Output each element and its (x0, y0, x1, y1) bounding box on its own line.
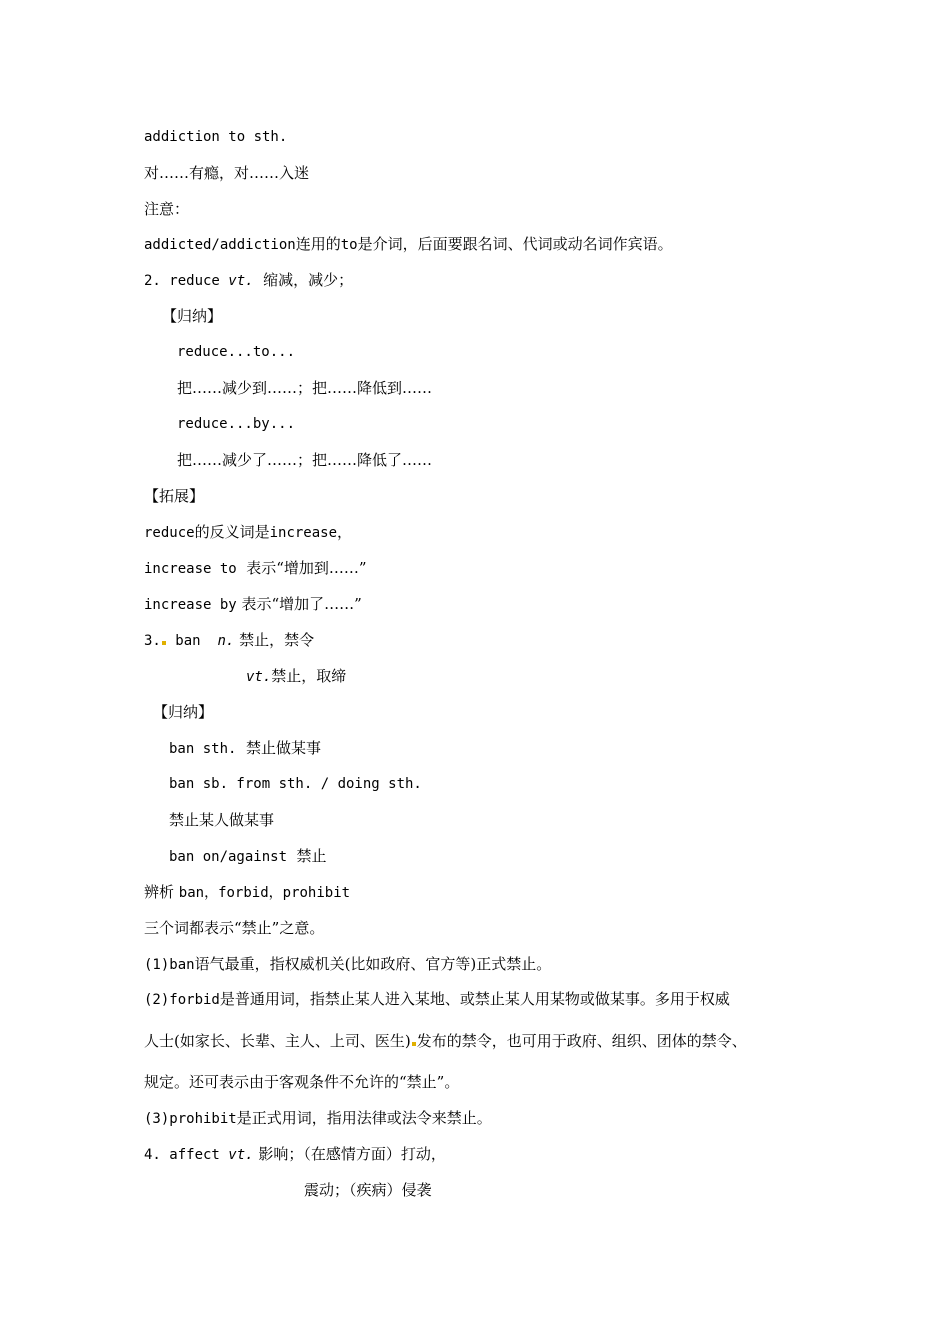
ban-on-meaning: 禁止 (287, 847, 327, 865)
antonym-line (144, 522, 352, 543)
addiction-phrase: addiction to sth. (144, 129, 288, 145)
point-2-term: (2)forbid (144, 992, 220, 1008)
point-2-text: 是普通用词，指禁止某人进入某地、或禁止某人用某物或做某事。多用于权威 (219, 990, 730, 1008)
ban-on-phrase: ban on/against (169, 849, 288, 865)
item-3-heading (144, 630, 314, 651)
ban-sth-phrase: ban sth. (169, 741, 237, 757)
highlight-mark (162, 641, 166, 645)
comparison-point-2 (144, 989, 730, 1010)
comparison-point-2-end: 规定。还可表示由于客观条件不允许的“禁止”。 (144, 1073, 460, 1091)
ban-sb-meaning: 禁止某人做某事 (169, 811, 275, 829)
increase-to-line (144, 558, 367, 579)
item-3-number: 3. (144, 633, 161, 649)
point-2-cont-a: 人士(如家长、长辈、主人、上司、医生) (144, 1032, 411, 1050)
ban-sth-line (169, 738, 321, 759)
note-heading: 注意： (144, 200, 190, 218)
item-2-heading (144, 270, 353, 291)
comparison-point-2-cont (144, 1031, 747, 1051)
note-text-part: 连用的 (295, 235, 341, 253)
increase-to-meaning: 表示“增加到……” (236, 559, 367, 577)
note-term: addicted/addiction (144, 237, 296, 253)
antonym-increase: increase (269, 525, 338, 541)
extension-heading: 【拓展】 (144, 487, 205, 505)
addiction-meaning: 对……有瘾，对……入迷 (144, 164, 310, 182)
summary-heading-1: 【归纳】 (162, 307, 223, 325)
item-3-pos-noun: n. (217, 633, 235, 649)
comparison-heading (144, 882, 350, 903)
item-4-pos: vt. (228, 1147, 254, 1163)
item-4-meaning: 影响；（在感情方面）打动， (253, 1145, 446, 1163)
increase-by-phrase: increase by (144, 597, 237, 613)
item-3-word: ban (166, 633, 218, 649)
item-4-heading (144, 1144, 446, 1165)
item-2-word: 2. reduce (144, 273, 229, 289)
comparison-intro: 三个词都表示“禁止”之意。 (144, 919, 325, 937)
item-3-noun-meaning: 禁止，禁令 (234, 631, 315, 649)
reduce-by-meaning: 把……减少了……；把……降低了…… (177, 451, 433, 469)
point-2-cont-b: 发布的禁令，也可用于政府、组织、团体的禁令、 (416, 1032, 747, 1050)
ban-on-line (169, 846, 327, 867)
comparison-words: ban，forbid，prohibit (178, 885, 351, 901)
increase-by-line (144, 594, 362, 615)
antonym-comma: ， (337, 523, 353, 541)
point-3-term: (3)prohibit (144, 1111, 237, 1127)
ban-sb-phrase: ban sb. from sth. / doing sth. (169, 776, 422, 792)
point-1-text: 语气最重，指权威机关(比如政府、官方等)正式禁止。 (194, 955, 552, 973)
antonym-reduce: reduce (144, 525, 195, 541)
item-4-meaning-cont: 震动；（疾病）侵袭 (304, 1181, 432, 1199)
item-3-verb-meaning: 禁止，取缔 (271, 667, 347, 685)
summary-heading-2: 【归纳】 (153, 703, 214, 721)
comparison-point-1 (144, 954, 551, 975)
item-3-verb-line (246, 666, 346, 687)
reduce-to-phrase: reduce...to... (177, 344, 296, 360)
item-2-meaning: 缩减，减少； (253, 271, 354, 289)
item-2-pos: vt. (228, 273, 254, 289)
note-text-rest: 是介词，后面要跟名词、代词或动名词作宾语。 (357, 235, 673, 253)
reduce-to-meaning: 把……减少到……；把……降低到…… (177, 379, 433, 397)
comparison-point-3 (144, 1108, 492, 1129)
point-3-text: 是正式用词，指用法律或法令来禁止。 (236, 1109, 492, 1127)
reduce-by-phrase: reduce...by... (177, 416, 296, 432)
comparison-label: 辨析 (144, 883, 179, 901)
item-3-pos-verb: vt. (246, 669, 272, 685)
ban-sth-meaning: 禁止做某事 (236, 739, 321, 757)
antonym-text: 的反义词是 (194, 523, 270, 541)
item-4-word: 4. affect (144, 1147, 229, 1163)
highlight-mark (412, 1042, 416, 1046)
note-to: to (340, 237, 358, 253)
increase-to-phrase: increase to (144, 561, 237, 577)
note-text (144, 234, 673, 255)
increase-by-meaning: 表示“增加了……” (236, 595, 362, 613)
point-1-term: (1)ban (144, 957, 195, 973)
